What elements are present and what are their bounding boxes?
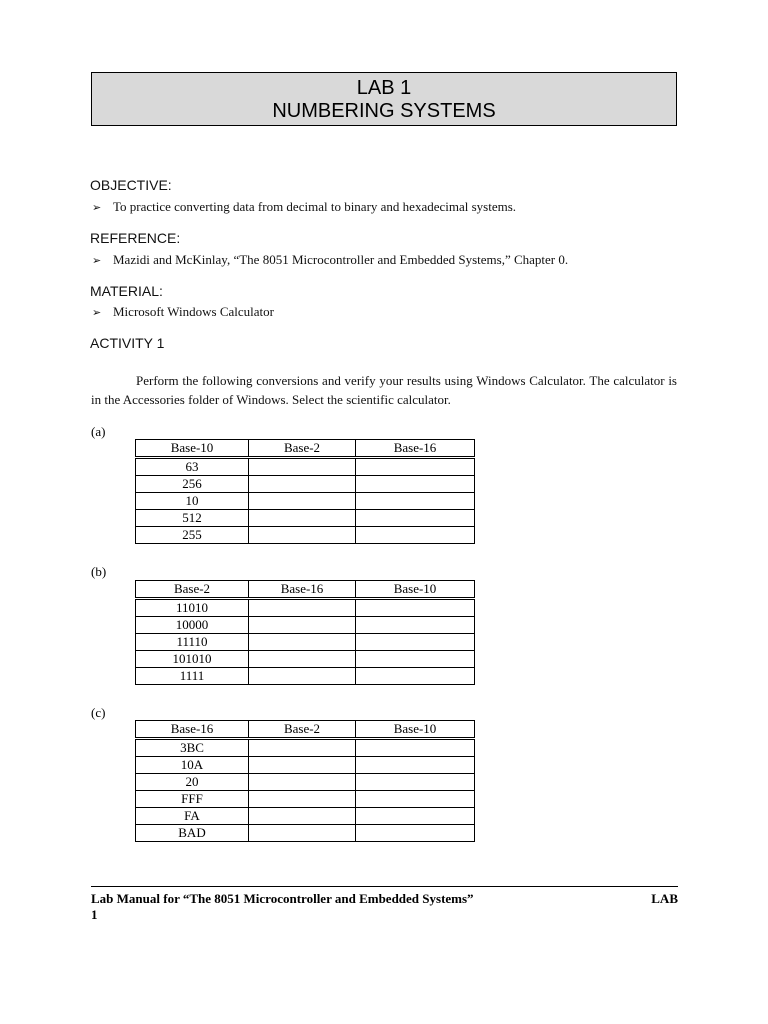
activity-heading: ACTIVITY 1 xyxy=(90,335,165,351)
answer-cell[interactable] xyxy=(356,617,475,634)
given-value-cell: BAD xyxy=(136,825,249,842)
answer-cell[interactable] xyxy=(356,651,475,668)
table-row xyxy=(136,739,475,757)
answer-cell[interactable] xyxy=(249,493,356,510)
answer-cell[interactable] xyxy=(249,739,356,757)
given-value-cell: 11010 xyxy=(136,599,249,617)
reference-item xyxy=(92,252,568,268)
given-value-cell: 256 xyxy=(136,476,249,493)
given-value-cell: FA xyxy=(136,808,249,825)
lab-number: LAB 1 xyxy=(356,77,412,99)
table-row xyxy=(136,527,475,544)
footer-lab-label: LAB xyxy=(651,891,678,906)
answer-cell[interactable] xyxy=(356,599,475,617)
column-header: Base-16 xyxy=(356,440,475,458)
answer-cell[interactable] xyxy=(356,739,475,757)
given-value-cell: 255 xyxy=(136,527,249,544)
title-box xyxy=(91,72,677,126)
given-value-cell: 10A xyxy=(136,757,249,774)
answer-cell[interactable] xyxy=(356,757,475,774)
answer-cell[interactable] xyxy=(356,527,475,544)
given-value-cell: 512 xyxy=(136,510,249,527)
given-value-cell: 11110 xyxy=(136,634,249,651)
answer-cell[interactable] xyxy=(249,476,356,493)
conversion-table-a xyxy=(135,439,475,544)
table-row xyxy=(136,458,475,476)
objective-text: To practice converting data from decimal to binary and hexadecimal systems. xyxy=(113,199,517,214)
table-row xyxy=(136,774,475,791)
objective-heading: OBJECTIVE: xyxy=(90,177,172,193)
column-header: Base-16 xyxy=(136,721,249,739)
given-value-cell: 63 xyxy=(136,458,249,476)
answer-cell[interactable] xyxy=(356,476,475,493)
answer-cell[interactable] xyxy=(249,825,356,842)
table-row xyxy=(136,791,475,808)
given-value-cell: 101010 xyxy=(136,651,249,668)
answer-cell[interactable] xyxy=(356,668,475,685)
answer-cell[interactable] xyxy=(249,458,356,476)
arrow-bullet-icon: ➢ xyxy=(92,201,102,214)
table-row xyxy=(136,510,475,527)
column-header: Base-2 xyxy=(249,721,356,739)
table-row xyxy=(136,825,475,842)
answer-cell[interactable] xyxy=(356,510,475,527)
footer-lab-number: 1 xyxy=(91,907,98,922)
answer-cell[interactable] xyxy=(249,634,356,651)
part-b-label: (b) xyxy=(91,564,107,579)
material-item xyxy=(92,304,274,320)
table-row xyxy=(136,599,475,617)
footer-divider xyxy=(91,886,678,887)
table-row xyxy=(136,651,475,668)
table-row xyxy=(136,808,475,825)
given-value-cell: 3BC xyxy=(136,739,249,757)
part-a-label: (a) xyxy=(91,424,106,439)
answer-cell[interactable] xyxy=(249,774,356,791)
answer-cell[interactable] xyxy=(356,791,475,808)
answer-cell[interactable] xyxy=(249,599,356,617)
conversion-table-b xyxy=(135,580,475,685)
column-header: Base-10 xyxy=(356,721,475,739)
column-header: Base-16 xyxy=(249,581,356,599)
answer-cell[interactable] xyxy=(356,774,475,791)
column-header: Base-2 xyxy=(249,440,356,458)
table-row xyxy=(136,476,475,493)
answer-cell[interactable] xyxy=(249,527,356,544)
given-value-cell: 10000 xyxy=(136,617,249,634)
given-value-cell: 1111 xyxy=(136,668,249,685)
arrow-bullet-icon: ➢ xyxy=(92,306,102,319)
material-text: Microsoft Windows Calculator xyxy=(113,304,274,319)
conversion-table-c xyxy=(135,720,475,842)
answer-cell[interactable] xyxy=(356,493,475,510)
objective-item xyxy=(92,199,516,215)
answer-cell[interactable] xyxy=(356,808,475,825)
page-footer xyxy=(91,891,678,923)
column-header: Base-10 xyxy=(136,440,249,458)
table-row xyxy=(136,757,475,774)
answer-cell[interactable] xyxy=(356,634,475,651)
answer-cell[interactable] xyxy=(249,808,356,825)
answer-cell[interactable] xyxy=(249,791,356,808)
table-row xyxy=(136,617,475,634)
answer-cell[interactable] xyxy=(249,510,356,527)
answer-cell[interactable] xyxy=(356,458,475,476)
footer-manual-title: Lab Manual for “The 8051 Microcontroller and Embedded Systems” xyxy=(91,891,474,906)
table-row xyxy=(136,493,475,510)
reference-text: Mazidi and McKinlay, “The 8051 Microcontroller and Embedded Systems,” Chapter 0. xyxy=(113,252,569,267)
table-header-row xyxy=(136,581,475,599)
column-header: Base-2 xyxy=(136,581,249,599)
given-value-cell: 20 xyxy=(136,774,249,791)
answer-cell[interactable] xyxy=(249,651,356,668)
answer-cell[interactable] xyxy=(249,757,356,774)
table-header-row xyxy=(136,440,475,458)
arrow-bullet-icon: ➢ xyxy=(92,254,102,267)
column-header: Base-10 xyxy=(356,581,475,599)
answer-cell[interactable] xyxy=(356,825,475,842)
answer-cell[interactable] xyxy=(249,668,356,685)
activity-paragraph xyxy=(91,371,677,409)
part-c-label: (c) xyxy=(91,705,106,720)
table-row xyxy=(136,634,475,651)
table-header-row xyxy=(136,721,475,739)
table-row xyxy=(136,668,475,685)
given-value-cell: FFF xyxy=(136,791,249,808)
answer-cell[interactable] xyxy=(249,617,356,634)
lab-title: NUMBERING SYSTEMS xyxy=(272,100,496,122)
material-heading: MATERIAL: xyxy=(90,283,163,299)
activity-instructions: Perform the following conversions and verify your results using Windows Calculator. The calculator is in the Accessories folder of Windows. Select the scientific calculator. xyxy=(91,373,677,407)
given-value-cell: 10 xyxy=(136,493,249,510)
reference-heading: REFERENCE: xyxy=(90,230,181,246)
